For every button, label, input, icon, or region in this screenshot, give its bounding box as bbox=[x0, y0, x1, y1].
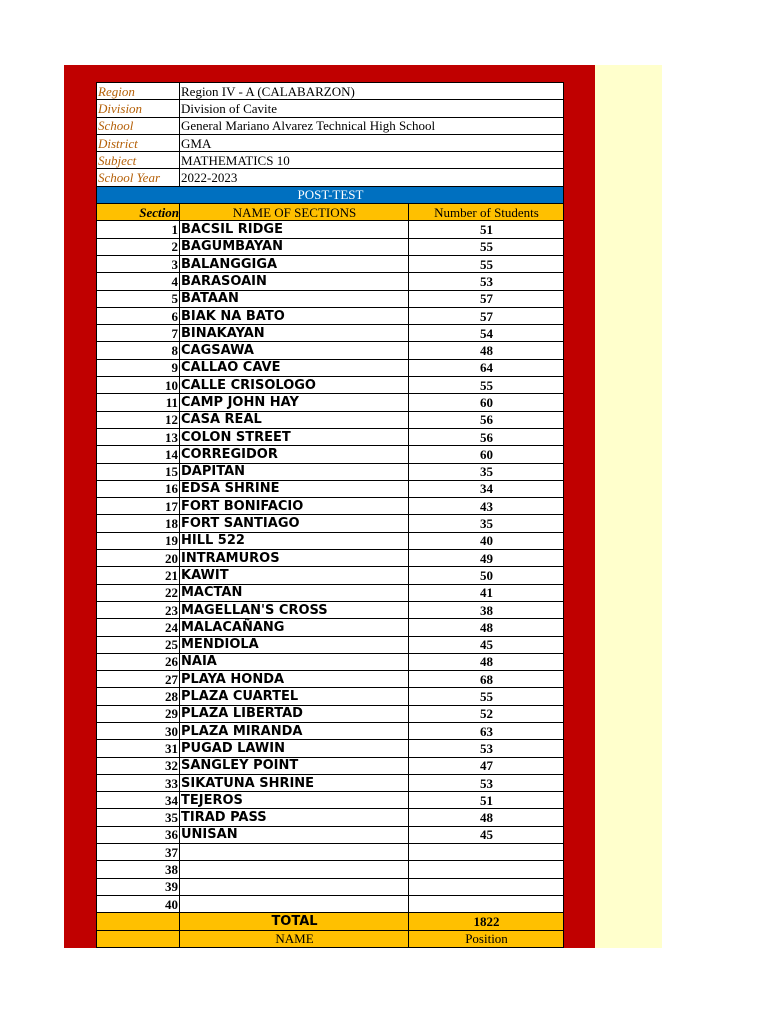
student-count-cell[interactable]: 45 bbox=[409, 636, 564, 653]
school-value[interactable]: General Mariano Alvarez Technical High School bbox=[180, 117, 564, 134]
section-number-cell[interactable]: 31 bbox=[97, 740, 180, 757]
name-of-sections-header[interactable]: NAME OF SECTIONS bbox=[180, 204, 409, 221]
section-name-cell[interactable]: BALANGGIGA bbox=[180, 255, 409, 272]
table-row bbox=[97, 428, 564, 445]
table-row bbox=[97, 705, 564, 722]
section-number-cell[interactable]: 7 bbox=[97, 325, 180, 342]
section-name-cell[interactable]: TEJEROS bbox=[180, 792, 409, 809]
section-number-cell[interactable]: 13 bbox=[97, 428, 180, 445]
region-label[interactable]: Region bbox=[97, 83, 180, 100]
section-header[interactable]: Section bbox=[97, 204, 180, 221]
table-row bbox=[97, 792, 564, 809]
table-row bbox=[97, 394, 564, 411]
section-name-cell[interactable]: PLAYA HONDA bbox=[180, 671, 409, 688]
section-number-cell[interactable]: 23 bbox=[97, 601, 180, 618]
section-name-cell[interactable]: MENDIOLA bbox=[180, 636, 409, 653]
student-count-cell[interactable]: 60 bbox=[409, 446, 564, 463]
section-name-cell[interactable]: MACTAN bbox=[180, 584, 409, 601]
info-row-region bbox=[97, 83, 564, 100]
section-number-cell[interactable]: 33 bbox=[97, 774, 180, 791]
section-number-cell[interactable]: 15 bbox=[97, 463, 180, 480]
total-empty-cell[interactable] bbox=[97, 913, 180, 930]
table-row bbox=[97, 325, 564, 342]
table-row bbox=[97, 601, 564, 618]
table-row bbox=[97, 774, 564, 791]
section-name-cell[interactable]: CAGSAWA bbox=[180, 342, 409, 359]
table-row bbox=[97, 550, 564, 567]
section-name-cell[interactable]: INTRAMUROS bbox=[180, 550, 409, 567]
section-number-cell[interactable]: 6 bbox=[97, 307, 180, 324]
table-row bbox=[97, 861, 564, 878]
student-count-cell[interactable]: 48 bbox=[409, 809, 564, 826]
section-number-cell[interactable]: 40 bbox=[97, 895, 180, 912]
section-number-cell[interactable]: 10 bbox=[97, 377, 180, 394]
section-name-cell[interactable]: UNISAN bbox=[180, 826, 409, 843]
section-number-cell[interactable]: 38 bbox=[97, 861, 180, 878]
table-row bbox=[97, 463, 564, 480]
student-count-cell[interactable]: 50 bbox=[409, 567, 564, 584]
section-name-cell[interactable]: CALLE CRISOLOGO bbox=[180, 377, 409, 394]
section-name-cell[interactable]: DAPITAN bbox=[180, 463, 409, 480]
info-row-year bbox=[97, 169, 564, 186]
division-label[interactable]: Division bbox=[97, 100, 180, 117]
student-count-cell[interactable]: 38 bbox=[409, 601, 564, 618]
section-name-cell[interactable]: FORT BONIFACIO bbox=[180, 498, 409, 515]
table-row bbox=[97, 359, 564, 376]
student-count-cell[interactable]: 63 bbox=[409, 722, 564, 739]
student-count-cell[interactable]: 41 bbox=[409, 584, 564, 601]
district-value[interactable]: GMA bbox=[180, 134, 564, 151]
table-row bbox=[97, 498, 564, 515]
student-count-cell[interactable]: 55 bbox=[409, 377, 564, 394]
student-count-cell[interactable]: 43 bbox=[409, 498, 564, 515]
student-count-cell[interactable]: 53 bbox=[409, 273, 564, 290]
section-name-cell[interactable]: BAGUMBAYAN bbox=[180, 238, 409, 255]
section-number-cell[interactable]: 3 bbox=[97, 255, 180, 272]
region-value[interactable]: Region IV - A (CALABARZON) bbox=[180, 83, 564, 100]
student-count-cell[interactable]: 55 bbox=[409, 238, 564, 255]
section-name-cell[interactable]: COLON STREET bbox=[180, 428, 409, 445]
footer-empty-cell[interactable] bbox=[97, 930, 180, 947]
footer-position-label[interactable]: Position bbox=[409, 930, 564, 947]
section-number-cell[interactable]: 35 bbox=[97, 809, 180, 826]
table-row bbox=[97, 809, 564, 826]
student-count-cell[interactable]: 49 bbox=[409, 550, 564, 567]
student-count-cell[interactable]: 54 bbox=[409, 325, 564, 342]
spreadsheet-table bbox=[96, 82, 564, 948]
table-row bbox=[97, 515, 564, 532]
section-number-cell[interactable]: 37 bbox=[97, 844, 180, 861]
section-name-cell[interactable]: BACSIL RIDGE bbox=[180, 221, 409, 238]
student-count-cell[interactable]: 68 bbox=[409, 671, 564, 688]
table-row bbox=[97, 844, 564, 861]
division-value[interactable]: Division of Cavite bbox=[180, 100, 564, 117]
subject-label[interactable]: Subject bbox=[97, 152, 180, 169]
section-name-cell[interactable]: KAWIT bbox=[180, 567, 409, 584]
section-number-cell[interactable]: 30 bbox=[97, 722, 180, 739]
section-name-cell[interactable]: SANGLEY POINT bbox=[180, 757, 409, 774]
footer-row bbox=[97, 930, 564, 947]
table-row bbox=[97, 619, 564, 636]
section-number-cell[interactable]: 14 bbox=[97, 446, 180, 463]
table-row bbox=[97, 895, 564, 912]
section-number-cell[interactable]: 2 bbox=[97, 238, 180, 255]
side-panel bbox=[595, 65, 662, 948]
info-row-subject bbox=[97, 152, 564, 169]
student-count-cell[interactable] bbox=[409, 844, 564, 861]
total-label[interactable]: TOTAL bbox=[180, 913, 409, 930]
info-row-district bbox=[97, 134, 564, 151]
student-count-cell[interactable]: 52 bbox=[409, 705, 564, 722]
section-number-cell[interactable]: 34 bbox=[97, 792, 180, 809]
subject-value[interactable]: MATHEMATICS 10 bbox=[180, 152, 564, 169]
student-count-cell[interactable]: 34 bbox=[409, 480, 564, 497]
section-name-cell[interactable]: CAMP JOHN HAY bbox=[180, 394, 409, 411]
table-row bbox=[97, 221, 564, 238]
student-count-cell[interactable]: 51 bbox=[409, 792, 564, 809]
student-count-cell[interactable] bbox=[409, 878, 564, 895]
student-count-cell[interactable]: 51 bbox=[409, 221, 564, 238]
section-name-cell[interactable]: PLAZA LIBERTAD bbox=[180, 705, 409, 722]
student-count-cell[interactable]: 53 bbox=[409, 740, 564, 757]
table-row bbox=[97, 290, 564, 307]
student-count-cell[interactable]: 60 bbox=[409, 394, 564, 411]
table-row bbox=[97, 878, 564, 895]
student-count-cell[interactable]: 55 bbox=[409, 688, 564, 705]
table-row bbox=[97, 377, 564, 394]
post-test-band bbox=[97, 186, 564, 203]
table-row bbox=[97, 411, 564, 428]
student-count-cell[interactable]: 48 bbox=[409, 619, 564, 636]
table-row bbox=[97, 480, 564, 497]
section-number-cell[interactable]: 8 bbox=[97, 342, 180, 359]
student-count-cell[interactable]: 48 bbox=[409, 342, 564, 359]
section-number-cell[interactable]: 22 bbox=[97, 584, 180, 601]
section-name-cell[interactable] bbox=[180, 844, 409, 861]
section-name-cell[interactable]: PLAZA MIRANDA bbox=[180, 722, 409, 739]
section-name-cell[interactable]: BIAK NA BATO bbox=[180, 307, 409, 324]
section-name-cell[interactable]: PLAZA CUARTEL bbox=[180, 688, 409, 705]
info-row-school bbox=[97, 117, 564, 134]
number-of-students-header[interactable]: Number of Students bbox=[409, 204, 564, 221]
post-test-title[interactable]: POST-TEST bbox=[97, 186, 564, 203]
student-count-cell[interactable] bbox=[409, 861, 564, 878]
table-row bbox=[97, 826, 564, 843]
student-count-cell[interactable]: 45 bbox=[409, 826, 564, 843]
section-number-cell[interactable]: 9 bbox=[97, 359, 180, 376]
section-name-cell[interactable]: CORREGIDOR bbox=[180, 446, 409, 463]
section-number-cell[interactable]: 27 bbox=[97, 671, 180, 688]
section-number-cell[interactable]: 26 bbox=[97, 653, 180, 670]
table-row bbox=[97, 238, 564, 255]
section-name-cell[interactable]: FORT SANTIAGO bbox=[180, 515, 409, 532]
district-label[interactable]: District bbox=[97, 134, 180, 151]
student-count-cell[interactable]: 35 bbox=[409, 463, 564, 480]
section-number-cell[interactable]: 18 bbox=[97, 515, 180, 532]
student-count-cell[interactable]: 48 bbox=[409, 653, 564, 670]
section-number-cell[interactable]: 5 bbox=[97, 290, 180, 307]
section-number-cell[interactable]: 39 bbox=[97, 878, 180, 895]
section-name-cell[interactable]: HILL 522 bbox=[180, 532, 409, 549]
table-row bbox=[97, 671, 564, 688]
student-count-cell[interactable]: 64 bbox=[409, 359, 564, 376]
student-count-cell[interactable]: 57 bbox=[409, 290, 564, 307]
column-header-row bbox=[97, 204, 564, 221]
section-number-cell[interactable]: 32 bbox=[97, 757, 180, 774]
student-count-cell[interactable]: 35 bbox=[409, 515, 564, 532]
section-name-cell[interactable]: NAIA bbox=[180, 653, 409, 670]
student-count-cell[interactable]: 55 bbox=[409, 255, 564, 272]
section-number-cell[interactable]: 11 bbox=[97, 394, 180, 411]
school-label[interactable]: School bbox=[97, 117, 180, 134]
section-number-cell[interactable]: 21 bbox=[97, 567, 180, 584]
student-count-cell[interactable]: 47 bbox=[409, 757, 564, 774]
section-name-cell[interactable] bbox=[180, 895, 409, 912]
section-name-cell[interactable] bbox=[180, 878, 409, 895]
section-name-cell[interactable]: SIKATUNA SHRINE bbox=[180, 774, 409, 791]
section-name-cell[interactable]: MAGELLAN'S CROSS bbox=[180, 601, 409, 618]
total-row bbox=[97, 913, 564, 930]
total-value[interactable]: 1822 bbox=[409, 913, 564, 930]
student-count-cell[interactable]: 53 bbox=[409, 774, 564, 791]
footer-name-label[interactable]: NAME bbox=[180, 930, 409, 947]
table-row bbox=[97, 255, 564, 272]
section-number-cell[interactable]: 29 bbox=[97, 705, 180, 722]
section-name-cell[interactable]: BINAKAYAN bbox=[180, 325, 409, 342]
school-year-value[interactable]: 2022-2023 bbox=[180, 169, 564, 186]
section-number-cell[interactable]: 24 bbox=[97, 619, 180, 636]
student-count-cell[interactable] bbox=[409, 895, 564, 912]
table-row bbox=[97, 307, 564, 324]
table-row bbox=[97, 688, 564, 705]
section-name-cell[interactable]: PUGAD LAWIN bbox=[180, 740, 409, 757]
section-number-cell[interactable]: 4 bbox=[97, 273, 180, 290]
table-row bbox=[97, 273, 564, 290]
table-row bbox=[97, 584, 564, 601]
student-count-cell[interactable]: 57 bbox=[409, 307, 564, 324]
section-number-cell[interactable]: 1 bbox=[97, 221, 180, 238]
table-row bbox=[97, 532, 564, 549]
section-number-cell[interactable]: 20 bbox=[97, 550, 180, 567]
section-number-cell[interactable]: 25 bbox=[97, 636, 180, 653]
section-name-cell[interactable]: EDSA SHRINE bbox=[180, 480, 409, 497]
school-year-label[interactable]: School Year bbox=[97, 169, 180, 186]
section-number-cell[interactable]: 36 bbox=[97, 826, 180, 843]
section-name-cell[interactable]: CALLAO CAVE bbox=[180, 359, 409, 376]
student-count-cell[interactable]: 40 bbox=[409, 532, 564, 549]
section-name-cell[interactable] bbox=[180, 861, 409, 878]
section-name-cell[interactable]: BATAAN bbox=[180, 290, 409, 307]
table-row bbox=[97, 567, 564, 584]
table-row bbox=[97, 740, 564, 757]
info-row-division bbox=[97, 100, 564, 117]
section-name-cell[interactable]: BARASOAIN bbox=[180, 273, 409, 290]
section-name-cell[interactable]: MALACAÑANG bbox=[180, 619, 409, 636]
student-count-cell[interactable]: 56 bbox=[409, 428, 564, 445]
student-count-cell[interactable]: 56 bbox=[409, 411, 564, 428]
table-row bbox=[97, 653, 564, 670]
table-row bbox=[97, 636, 564, 653]
section-number-cell[interactable]: 17 bbox=[97, 498, 180, 515]
table-row bbox=[97, 722, 564, 739]
section-number-cell[interactable]: 12 bbox=[97, 411, 180, 428]
section-number-cell[interactable]: 28 bbox=[97, 688, 180, 705]
section-number-cell[interactable]: 19 bbox=[97, 532, 180, 549]
table-row bbox=[97, 342, 564, 359]
table-row bbox=[97, 757, 564, 774]
section-name-cell[interactable]: TIRAD PASS bbox=[180, 809, 409, 826]
section-name-cell[interactable]: CASA REAL bbox=[180, 411, 409, 428]
table-row bbox=[97, 446, 564, 463]
section-number-cell[interactable]: 16 bbox=[97, 480, 180, 497]
